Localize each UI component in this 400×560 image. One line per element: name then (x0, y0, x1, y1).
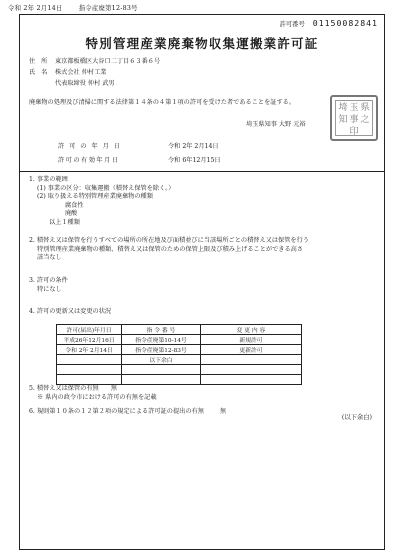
permit-number (280, 18, 378, 28)
section-3-value: 特になし (37, 285, 62, 293)
table-cell (57, 355, 122, 365)
issuer: 埼玉県知事 大野 元裕 (246, 121, 306, 128)
company-name: 株式会社 仲村工業 (55, 69, 107, 76)
header-date: 令和 2年 2月14日 (8, 4, 63, 12)
official-seal (330, 95, 378, 141)
permit-number-value: 01150082841 (312, 18, 378, 28)
table-cell: 以下余白 (122, 355, 201, 365)
expiry-value: 令和 6年12月15日 (168, 157, 221, 164)
section-divider (20, 171, 384, 172)
section-2-storage (29, 237, 378, 263)
permit-date-label: 許 可 の 年 月 日 (58, 143, 122, 150)
seal-text: 埼玉県知事之印 (338, 103, 372, 137)
permit-date-row (58, 141, 219, 150)
end-of-document-note: (以下余白) (341, 414, 372, 421)
section-2-heading-cont: 特別管理産業廃棄物の種類、積替え又は保管のための保管上限及び積み上げることができる高さ (37, 245, 304, 253)
permit-number-label: 許可番号 (279, 21, 305, 28)
section-5-value: 無 (110, 385, 117, 392)
table-cell (201, 355, 302, 365)
table-row (57, 375, 302, 385)
change-history-table (56, 324, 302, 385)
section-6-heading: 6. 規則第１０条の１２第２項の規定による許可証の提出の有無 (29, 408, 204, 415)
waste-type-corrosive: 腐食性 (65, 201, 84, 209)
table-cell (57, 375, 122, 385)
waste-types-heading: (2) 取り扱える特別管理産業廃棄物の種類 (37, 193, 153, 200)
section-2-value: 該当なし (37, 254, 62, 261)
table-row (57, 345, 302, 355)
address-label: 住 所 (29, 58, 50, 65)
table-cell (122, 375, 201, 385)
expiry-label: 許可の有効年月日 (58, 157, 120, 164)
section-5-note: ※ 県内の政令市における許可の有無を記載 (37, 393, 157, 401)
column-header: 許可(届出)年月日 (57, 325, 122, 335)
certification-statement: 廃棄物の処理及び清掃に関する法律第１４条の４第１項の許可を受けた者であることを証する。 (29, 99, 296, 106)
section-1-scope (29, 176, 378, 227)
table-cell (122, 365, 201, 375)
column-header: 指 令 番 号 (122, 325, 201, 335)
table-cell: 令和 2年 2月14日 (57, 345, 122, 355)
certificate-frame (19, 14, 385, 550)
section-3-heading: 3. 許可の条件 (29, 277, 68, 284)
name-label: 氏 名 (29, 69, 50, 76)
address-row (29, 56, 160, 65)
certificate-title: 特別管理産業廃棄物収集運搬業許可証 (85, 36, 319, 51)
section-4-heading: 4. 許可の更新又は変更の状況 (29, 308, 112, 315)
table-cell: 指令産廃第10-14号 (122, 335, 201, 345)
table-row (57, 365, 302, 375)
table-cell: 更新許可 (201, 345, 302, 355)
header-ref: 指令産廃第12-83号 (78, 4, 138, 12)
table-header-row (57, 325, 302, 335)
waste-type-count: 以上１種類 (49, 218, 80, 226)
section-2-heading: 2. 積替え又は保管を行うすべての場所の所在地及び面積並びに当該場所ごとの積替え又は保管を行う (29, 237, 309, 244)
waste-type-acid: 廃酸 (65, 210, 78, 217)
table-row (57, 335, 302, 345)
table-cell: 指令産廃第12-83号 (122, 345, 201, 355)
permit-date-value: 令和 2年 2月14日 (168, 143, 219, 150)
section-3-conditions (29, 277, 378, 294)
expiry-row (58, 155, 221, 164)
section-1-heading: 1. 事業の範囲 (29, 176, 68, 183)
table-cell: 平成26年12月16日 (57, 335, 122, 345)
name-row (29, 67, 106, 76)
table-cell (57, 365, 122, 375)
business-category: (1) 事業の区分：収集運搬（積替え保管を除く。） (37, 184, 175, 192)
section-6-value: 無 (219, 408, 227, 415)
table-cell (201, 375, 302, 385)
section-6-submission (29, 408, 378, 417)
table-row (57, 355, 302, 365)
section-5-heading: 5. 積替え又は保管の有無 (29, 385, 99, 392)
representative: 代表取締役 仲村 武男 (55, 80, 115, 87)
address-value: 東京都板橋区大谷口二丁目６３番６号 (55, 58, 161, 65)
table-cell: 新規許可 (201, 335, 302, 345)
section-5-storage-presence (29, 385, 378, 402)
document-header (8, 3, 138, 12)
column-header: 変 更 内 容 (201, 325, 302, 335)
table-cell (201, 365, 302, 375)
